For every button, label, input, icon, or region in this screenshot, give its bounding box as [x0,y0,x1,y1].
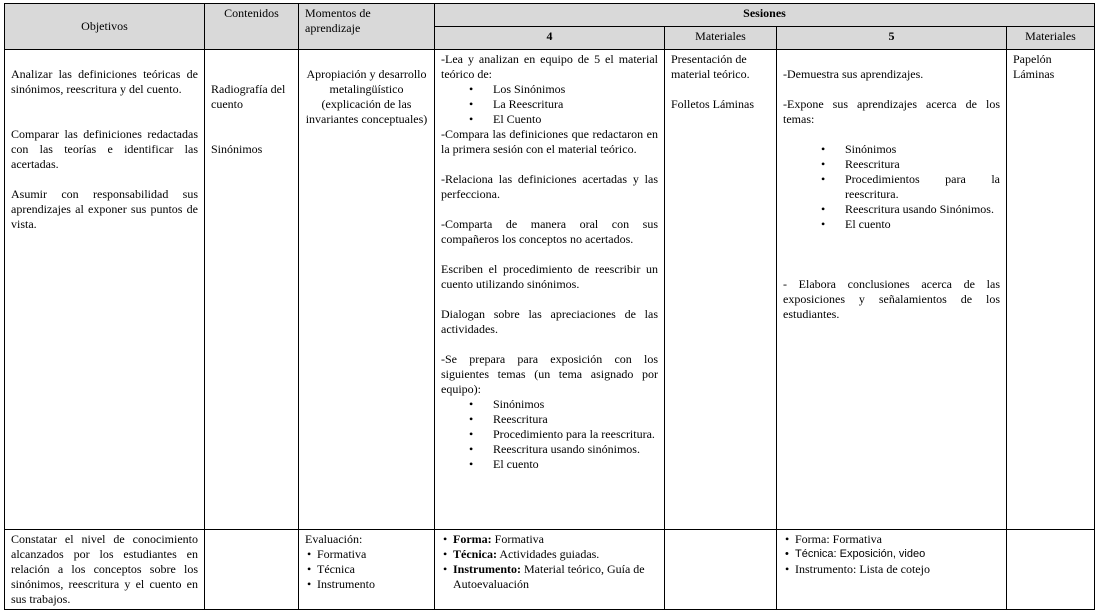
evaluacion-list [305,547,428,592]
evaluacion-objetivo-cell [5,530,205,610]
list-item: • Técnica: Actividades guiadas. [441,547,658,562]
list-item: • Técnica [305,562,428,577]
list-item: • Forma: Formativa [783,532,1000,547]
list-item: • El Cuento [441,112,658,127]
evaluacion-s4-list [441,532,658,592]
list-item: • La Reescritura [441,97,658,112]
list-item: • Los Sinónimos [441,82,658,97]
s4-list-1 [441,82,658,127]
header-momentos: Momentos de aprendizaje [299,4,435,50]
header-materiales-5: Materiales [1007,27,1095,50]
list-item: • Instrumento [305,577,428,592]
list-item: • Forma: Formativa [441,532,658,547]
s5-list [783,142,1000,232]
list-item: • Formativa [305,547,428,562]
list-item: • Reescritura usando Sinónimos. [783,202,1000,217]
momentos-text: Apropiación y desarrollo metalingüístico (explicación de las invariantes conceptuales) [305,67,428,126]
s4-intro: -Lea y analizan en equipo de 5 el material teórico de: [441,52,658,81]
list-item: • Reescritura [441,412,658,427]
s5-p2: -Expone sus aprendizajes acerca de los temas: [783,97,1000,126]
evaluacion-momentos-cell [299,530,435,610]
list-item: • El cuento [783,217,1000,232]
objetivo-3: Asumir con responsabilidad sus aprendizajes al exponer sus puntos de vista. [11,187,198,231]
planning-table [4,3,1095,610]
contenido-1: Radiografía del cuento [211,82,286,111]
contenidos-cell [205,50,299,530]
list-item: • Procedimientos para la reescritura. [783,172,1000,202]
list-item: • Técnica: Exposición, video [783,547,1000,562]
material-4-2: Folletos Láminas [671,97,754,111]
material-5: Papelón Láminas [1013,52,1055,81]
s4-p3: -Comparta de manera oral con sus compañeros los conceptos no acertados. [441,217,658,246]
session-4-cell [435,50,665,530]
list-item: • Sinónimos [783,142,1000,157]
evaluacion-s5-cell [777,530,1007,610]
list-item: • El cuento [441,457,658,472]
evaluacion-contenidos-cell [205,530,299,610]
s4-p4: Escriben el procedimiento de reescribir un cuento utilizando sinónimos. [441,262,658,291]
s5-p3: - Elabora conclusiones acerca de las exposiciones y señalamientos de los estudiantes. [783,277,1000,321]
s4-p5: Dialogan sobre las apreciaciones de las actividades. [441,307,658,336]
evaluacion-objetivo: Constatar el nivel de conocimiento alcanzados por los estudiantes en relación a los conceptos sobre los sinónimos, reescritura y el cuento en sus trabajos. [11,532,198,606]
evaluacion-materiales-4-cell [665,530,777,610]
header-objetivos: Objetivos [5,4,205,50]
list-item: • Reescritura usando sinónimos. [441,442,658,457]
momentos-cell [299,50,435,530]
header-session-5: 5 [777,27,1007,50]
header-contenidos: Contenidos [205,4,299,50]
material-4-1: Presentación de material teórico. [671,52,750,81]
lesson-plan [4,3,1095,610]
header-sesiones: Sesiones [435,4,1095,27]
objetivos-cell [5,50,205,530]
materiales-5-cell [1007,50,1095,530]
objetivo-2: Comparar las definiciones redactadas con las teorías e identificar las acertadas. [11,127,198,171]
list-item: • Sinónimos [441,397,658,412]
materiales-4-cell [665,50,777,530]
evaluacion-s4-cell [435,530,665,610]
s5-p1: -Demuestra sus aprendizajes. [783,67,924,81]
list-item: • Instrumento: Lista de cotejo [783,562,1000,577]
evaluacion-s5-list [783,532,1000,577]
s4-p1: -Compara las definiciones que redactaron en la primera sesión con el material teórico. [441,127,658,156]
s4-p2: -Relaciona las definiciones acertadas y las perfecciona. [441,172,658,201]
list-item: • Instrumento: Material teórico, Guía de Autoevaluación [441,562,658,592]
contenido-2: Sinónimos [211,142,263,156]
objetivo-1: Analizar las definiciones teóricas de sinónimos, reescritura y del cuento. [11,67,198,96]
evaluacion-title: Evaluación: [305,532,363,546]
s4-p6: -Se prepara para exposición con los siguientes temas (un tema asignado por equipo): [441,352,658,396]
evaluacion-materiales-5-cell [1007,530,1095,610]
list-item: • Procedimiento para la reescritura. [441,427,658,442]
s4-list-2 [441,397,658,472]
list-item: • Reescritura [783,157,1000,172]
session-5-cell [777,50,1007,530]
header-materiales-4: Materiales [665,27,777,50]
header-session-4: 4 [435,27,665,50]
